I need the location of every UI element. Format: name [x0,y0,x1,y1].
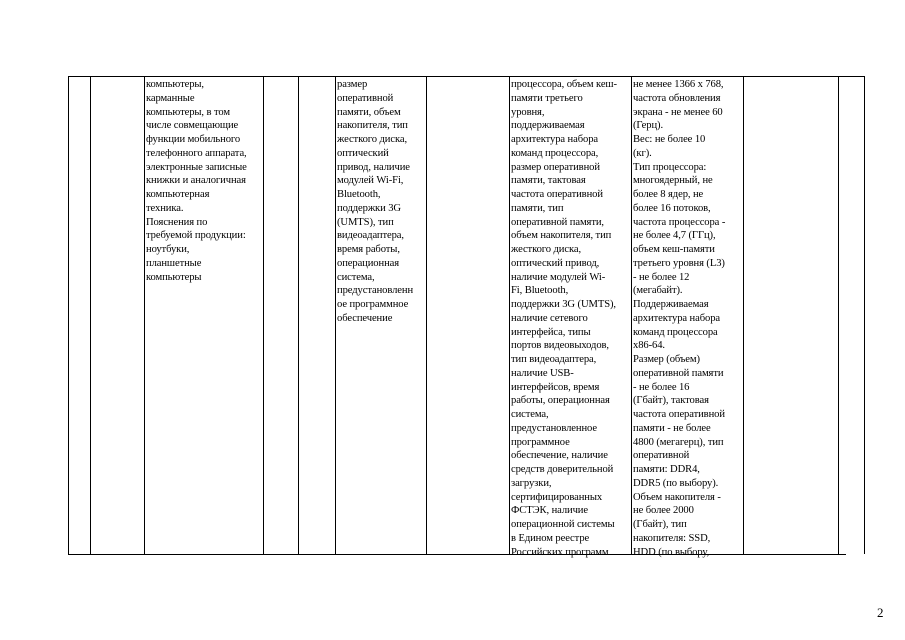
col-border [426,76,427,554]
cell-line: поддержки 3G [337,202,401,214]
cell-line: оперативной памяти, [511,216,604,228]
cell-characteristics-detail [511,78,617,559]
col-border [90,76,91,554]
cell-line: работы, операционная [511,395,610,407]
cell-line: архитектура набора [633,312,720,324]
cell-line: процессора, объем кеш- [511,79,617,90]
cell-line: частота оперативной [511,189,603,200]
table-top-border [68,76,864,77]
cell-line: памяти, объем [337,106,401,118]
cell-line: функции мобильного [146,134,241,145]
cell-line: (UMTS), тип [337,216,394,228]
cell-line: компьютеры, [146,79,204,90]
cell-line: система, [337,271,375,283]
col-border [631,76,632,554]
cell-line: средств доверительной [511,464,614,475]
cell-line: операционной системы [511,519,615,530]
cell-line: в Едином реестре [511,532,590,544]
cell-line: (Герц). [633,120,663,132]
cell-line: частота оперативной [633,409,725,420]
cell-line: x86-64. [633,340,665,352]
cell-line: Российских программ [511,546,609,558]
cell-line: модулей Wi-Fi, [337,175,404,187]
cell-line: третьего уровня (L3) [633,257,725,269]
cell-line: команд процессора [633,326,718,338]
cell-line: не менее 1366 x 768, [633,79,724,90]
cell-line: Пояснения по [146,216,208,228]
cell-line: жесткого диска, [337,134,408,145]
cell-line: обеспечение, наличие [511,450,608,462]
cell-line: Поддерживаемая [633,299,709,310]
cell-line: наличие USB- [511,367,574,379]
cell-line: ое программное [337,299,409,310]
cell-values [633,78,725,559]
cell-line: размер [337,79,368,90]
col-border [68,76,69,554]
cell-line: ноутбуки, [146,244,190,255]
cell-line: памяти, тактовая [511,175,586,187]
cell-line: оптический [337,147,389,159]
cell-line: карманные [146,92,195,104]
cell-line: HDD (по выбору, [633,546,710,558]
cell-line: компьютеры, в том [146,106,230,118]
cell-line: оперативной [633,450,690,462]
col-border [864,76,865,554]
cell-line: объем кеш-памяти [633,244,715,255]
cell-line: жесткого диска, [511,244,582,255]
cell-line: Тип процессора: [633,161,707,173]
col-border [743,76,744,554]
cell-line: операционная [337,257,400,269]
cell-line: не более 2000 [633,505,694,517]
cell-line: (Гбайт), тип [633,519,687,530]
cell-line: памяти - не более [633,422,711,434]
cell-line: компьютерная [146,189,210,200]
cell-line: 4800 (мегагерц), тип [633,436,724,448]
cell-line: (мегабайт). [633,285,683,297]
cell-line: книжки и аналогичная [146,175,246,187]
cell-line: частота обновления [633,92,721,104]
cell-line: - не более 16 [633,381,690,393]
cell-line: памяти третьего [511,92,583,104]
col-border [144,76,145,554]
cell-line: накопителя, тип [337,120,408,132]
cell-line: оперативной памяти [633,367,724,379]
cell-line: электронные записные [146,161,247,173]
cell-line: требуемой продукции: [146,230,246,242]
cell-line: - не более 12 [633,271,690,283]
cell-line: интерфейса, типы [511,326,591,338]
cell-line: (Гбайт), тактовая [633,395,709,407]
cell-line: памяти: DDR4, [633,464,700,475]
cell-line: видеоадаптера, [337,230,404,242]
page-number: 2 [877,605,884,620]
cell-line: уровня, [511,106,545,118]
cell-category [146,78,247,284]
cell-line: Вес: не более 10 [633,134,706,145]
cell-line: числе совмещающие [146,120,239,132]
cell-line: поддержки 3G (UMTS), [511,299,616,310]
col-border [838,76,839,554]
cell-line: портов видеовыходов, [511,340,609,352]
cell-line: оптический привод, [511,257,600,269]
cell-line: привод, наличие [337,161,410,173]
cell-line: интерфейсов, время [511,381,600,393]
cell-line: более 8 ядер, не [633,189,704,200]
col-border [298,76,299,554]
cell-line: время работы, [337,244,400,255]
cell-line: тип видеоадаптера, [511,354,597,365]
cell-line: программное [511,436,570,448]
cell-line: Объем накопителя - [633,491,721,503]
cell-line: техника. [146,202,184,214]
cell-line: Размер (объем) [633,354,700,365]
table-bottom-border [68,554,846,555]
cell-line: планшетные [146,257,202,269]
col-border [509,76,510,554]
cell-line: сертифицированных [511,491,603,503]
cell-line: не более 4,7 (ГГц), [633,230,716,242]
cell-line: памяти, тип [511,202,564,214]
cell-line: многоядерный, не [633,175,713,187]
cell-line: DDR5 (по выбору). [633,477,719,489]
cell-line: предустановленное [511,422,597,434]
cell-line: размер оперативной [511,161,600,173]
cell-line: Bluetooth, [337,189,381,200]
cell-line: архитектура набора [511,134,598,145]
col-border [263,76,264,554]
cell-line: частота процессора - [633,216,726,228]
cell-line: команд процессора, [511,147,599,159]
cell-line: оперативной [337,92,394,104]
cell-line: более 16 потоков, [633,202,711,214]
cell-line: предустановленн [337,285,414,297]
cell-line: наличие модулей Wi- [511,271,606,283]
cell-line: компьютеры [146,271,202,283]
cell-line: ФСТЭК, наличие [511,505,588,517]
cell-line: объем накопителя, тип [511,230,612,242]
cell-line: (кг). [633,147,652,159]
cell-line: наличие сетевого [511,312,588,324]
cell-line: телефонного аппарата, [146,147,247,159]
cell-line: Fi, Bluetooth, [511,285,569,297]
cell-line: накопителя: SSD, [633,532,711,544]
col-border [335,76,336,554]
cell-line: поддерживаемая [511,120,585,132]
cell-characteristics [337,78,413,326]
cell-line: система, [511,409,549,420]
cell-line: обеспечение [337,312,393,324]
cell-line: экрана - не менее 60 [633,106,723,118]
cell-line: загрузки, [511,477,552,489]
